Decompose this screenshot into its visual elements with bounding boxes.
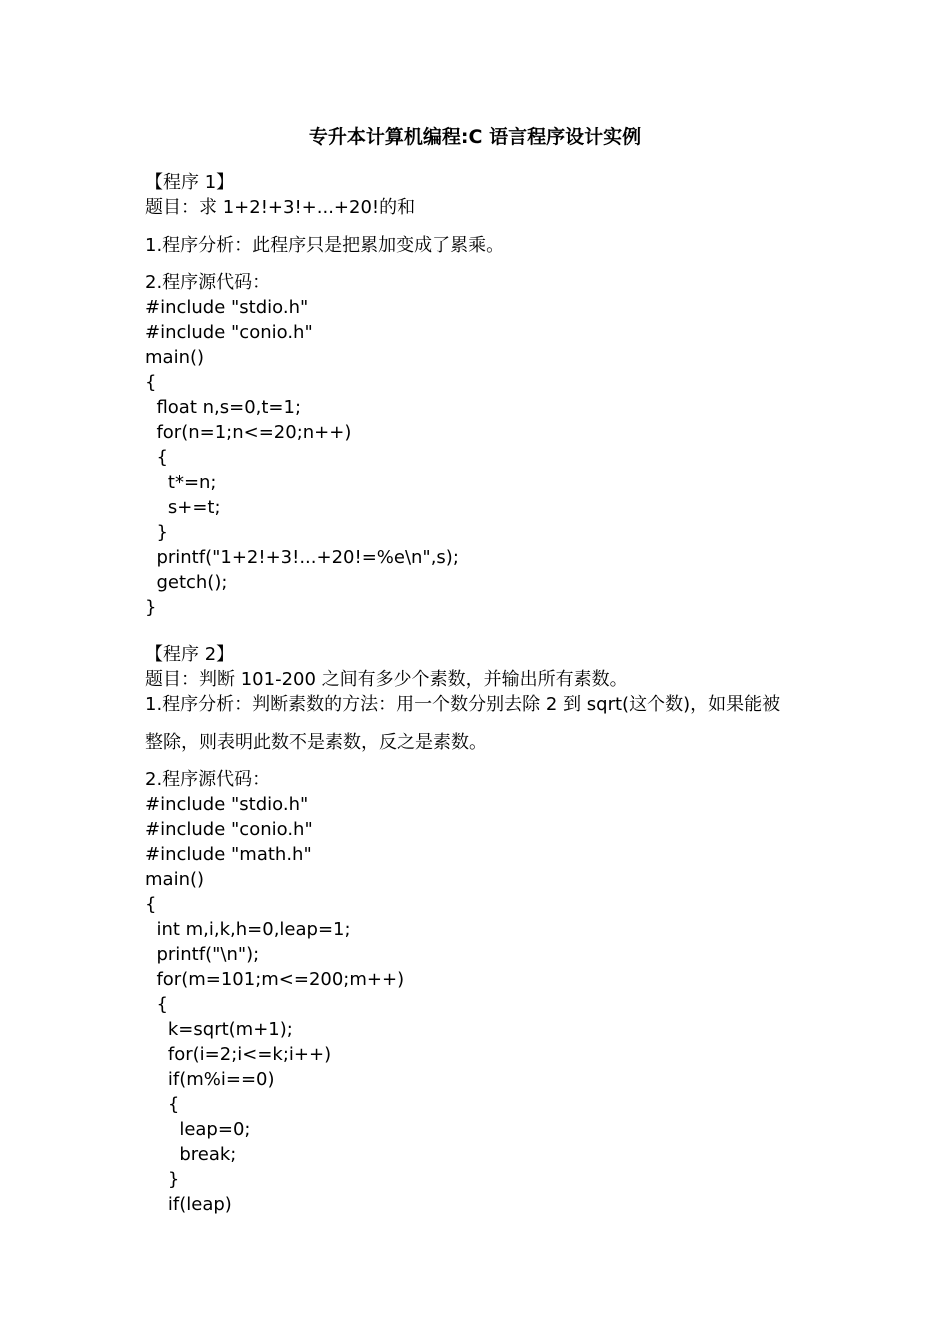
document-title: 专升本计算机编程:C 语言程序设计实例 [308, 126, 642, 148]
code-line: { [145, 447, 168, 468]
code-line: getch(); [145, 572, 228, 593]
code-line: #include "conio.h" [145, 322, 313, 343]
code-line: float n,s=0,t=1; [145, 397, 302, 418]
code-line: { [145, 1094, 180, 1115]
program2-heading: 【程序 2】 [145, 644, 235, 665]
code-line: k=sqrt(m+1); [145, 1019, 293, 1040]
code-line: main() [145, 347, 205, 368]
code-line: printf("\n"); [145, 944, 260, 965]
code-line: } [145, 522, 168, 543]
code-line: #include "stdio.h" [145, 297, 309, 318]
code-line: break; [145, 1144, 237, 1165]
program1-analysis: 1.程序分析：此程序只是把累加变成了累乘。 [145, 235, 505, 256]
code-line: for(i=2;i<=k;i++) [145, 1044, 332, 1065]
code-line: if(m%i==0) [145, 1069, 275, 1090]
code-line: for(n=1;n<=20;n++) [145, 422, 352, 443]
code-line: for(m=101;m<=200;m++) [145, 969, 405, 990]
code-line: main() [145, 869, 205, 890]
program1-heading: 【程序 1】 [145, 172, 235, 193]
program2-analysis-line1: 1.程序分析：判断素数的方法：用一个数分别去除 2 到 sqrt(这个数)，如果能被 [145, 694, 781, 715]
code-line: { [145, 894, 157, 915]
code-line: leap=0; [145, 1119, 251, 1140]
code-line: } [145, 1169, 180, 1190]
code-line: int m,i,k,h=0,leap=1; [145, 919, 351, 940]
code-line: s+=t; [145, 497, 221, 518]
code-line: { [145, 994, 168, 1015]
code-line: printf("1+2!+3!...+20!=%e\n",s); [145, 547, 459, 568]
program1-problem: 题目：求 1+2!+3!+...+20!的和 [145, 197, 416, 218]
program2-problem: 题目：判断 101-200 之间有多少个素数，并输出所有素数。 [145, 669, 628, 690]
program2-source-label: 2.程序源代码： [145, 769, 271, 790]
code-line: if(leap) [145, 1194, 232, 1215]
program2-analysis-line2: 整除，则表明此数不是素数，反之是素数。 [145, 732, 487, 753]
code-line: t*=n; [145, 472, 217, 493]
code-line: { [145, 372, 157, 393]
code-line: #include "conio.h" [145, 819, 313, 840]
code-line: #include "math.h" [145, 844, 312, 865]
program1-source-label: 2.程序源代码： [145, 272, 271, 293]
code-line: } [145, 597, 157, 618]
code-line: #include "stdio.h" [145, 794, 309, 815]
